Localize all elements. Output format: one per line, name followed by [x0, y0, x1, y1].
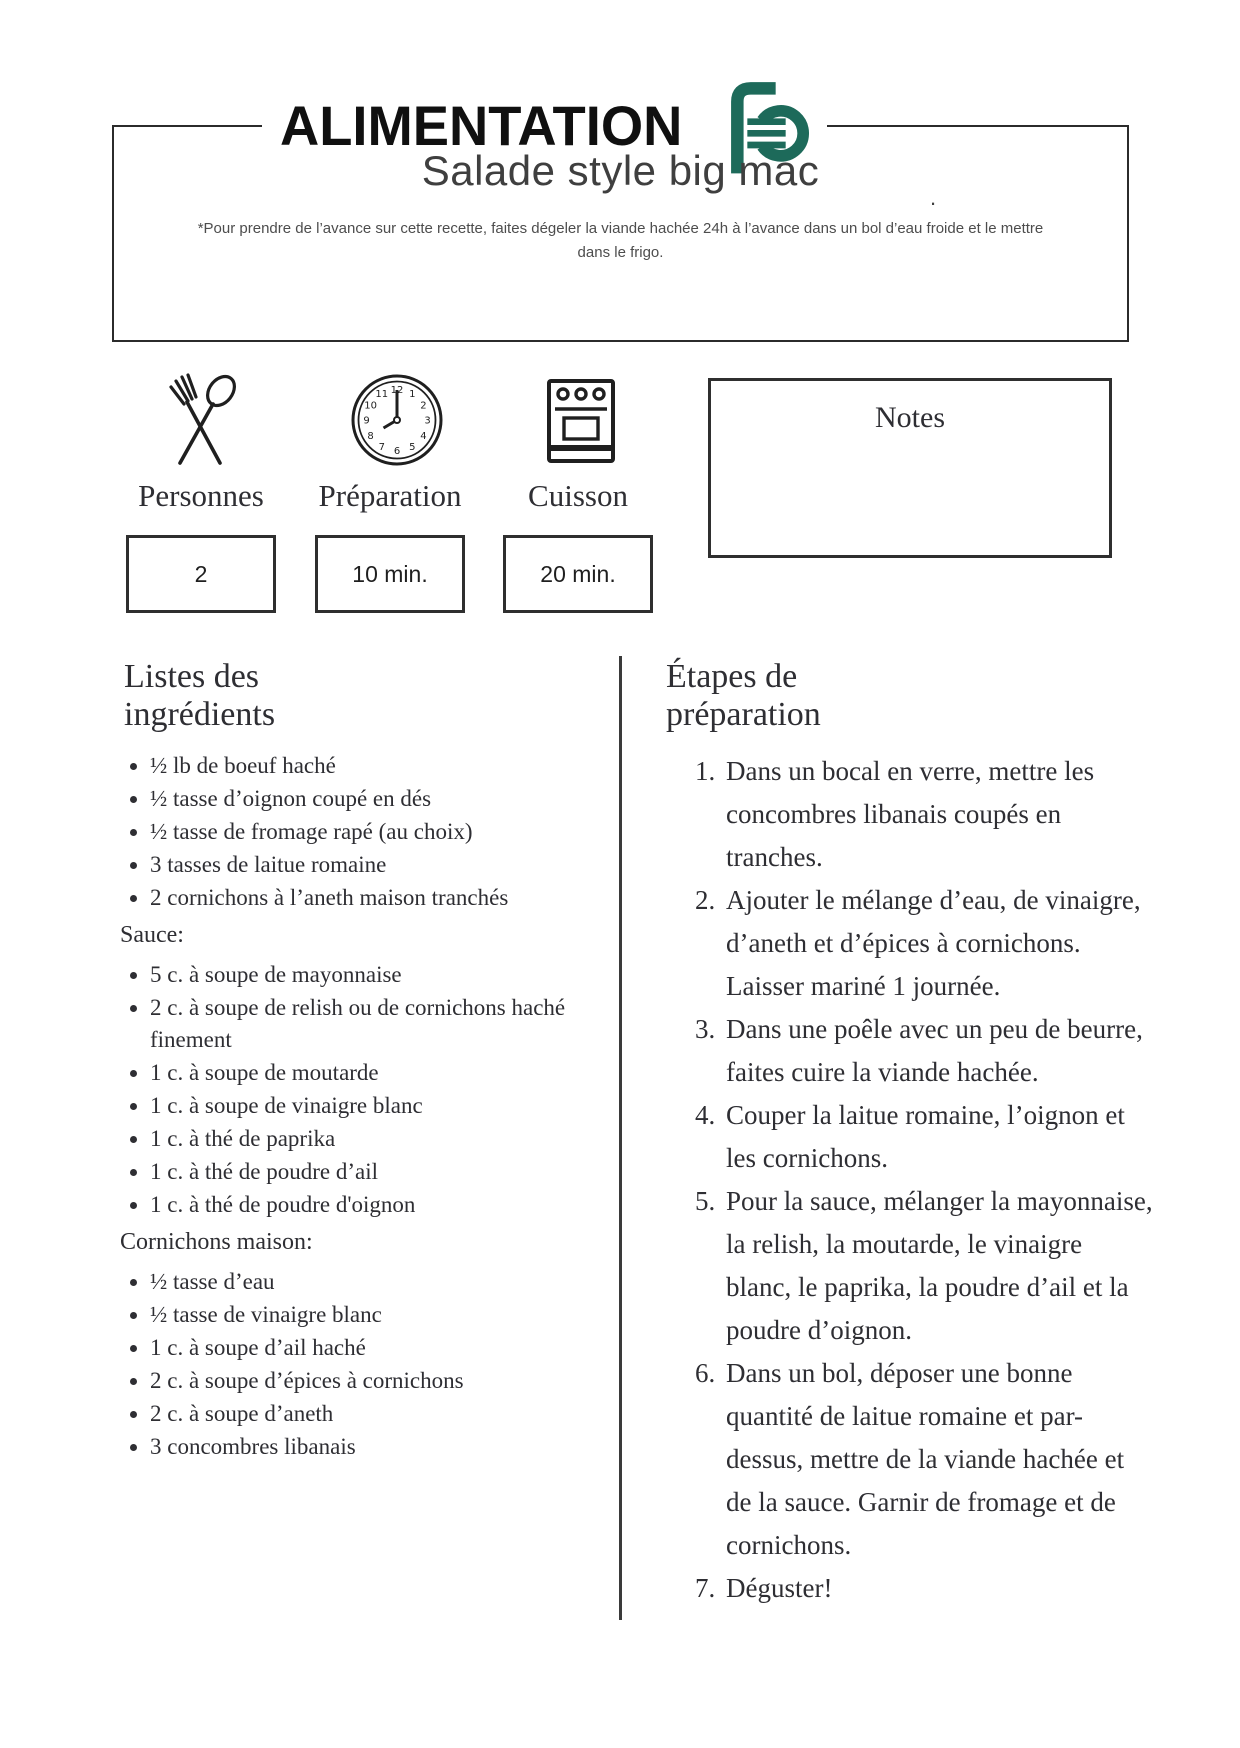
steps-heading [666, 658, 1153, 734]
info-label-preparation: Préparation [318, 478, 462, 513]
step-item: Dans une poêle avec un peu de beurre, faites cuire la viande hachée. [726, 1014, 1143, 1088]
svg-text:3: 3 [424, 415, 431, 427]
svg-text:2: 2 [420, 400, 427, 412]
ingredient-item: • 1 c. à thé de poudre d’ail [150, 1156, 575, 1188]
ingredient-item: • ½ tasse d’eau [150, 1266, 575, 1298]
steps-section [648, 658, 1153, 1610]
ingredients-heading-line2: ingrédients [124, 696, 276, 734]
steps-heading-line2: préparation [666, 696, 821, 734]
prep-time-value-box [315, 535, 465, 613]
ingredient-item: • 2 c. à soupe de relish ou de cornichons haché finement [150, 992, 575, 1056]
step-item: Ajouter le mélange d’eau, de vinaigre, d’aneth et d’épices à cornichons. Laisser mariné 1 journée. [726, 885, 1141, 1002]
step-item: Pour la sauce, mélanger la mayonnaise, la relish, la moutarde, le vinaigre blanc, le paprika, la poudre d’ail et la poudre d’oignon. [726, 1186, 1153, 1346]
svg-text:12: 12 [390, 385, 404, 396]
ingredient-item: • 1 c. à soupe d’ail haché [150, 1332, 575, 1364]
brand-name: ALIMENTATION [280, 93, 683, 157]
svg-text:5: 5 [409, 441, 416, 453]
header-box [112, 93, 1129, 342]
svg-text:4: 4 [420, 430, 427, 442]
svg-text:11: 11 [375, 389, 389, 401]
svg-text:8: 8 [367, 430, 374, 442]
sauce-ingredients-list [106, 959, 586, 1221]
prep-time-value: 10 min. [352, 560, 428, 587]
notes-box [708, 378, 1112, 558]
info-label-personnes: Personnes [138, 478, 264, 513]
ingredient-item: • 2 c. à soupe d’aneth [150, 1398, 575, 1430]
step-item: Couper la laitue romaine, l’oignon et les cornichons. [726, 1100, 1125, 1174]
ingredient-item: • 1 c. à soupe de vinaigre blanc [150, 1090, 575, 1122]
svg-text:1: 1 [409, 389, 416, 401]
steps-heading-line1: Étapes de [666, 658, 798, 695]
ingredients-section [106, 658, 586, 1464]
ingredient-item: • 3 tasses de laitue romaine [150, 849, 575, 881]
info-label-cuisson: Cuisson [528, 478, 628, 513]
pickles-ingredients-list [106, 1266, 586, 1463]
ingredient-item: • 3 concombres libanais [150, 1431, 575, 1463]
ingredients-heading [124, 658, 586, 734]
recipe-title: Salade style big mac [421, 147, 820, 194]
svg-text:9: 9 [363, 415, 370, 427]
servings-value-box [126, 535, 276, 613]
servings-value: 2 [194, 560, 208, 587]
sauce-subheading: Sauce: [120, 922, 184, 949]
column-divider [619, 656, 622, 1620]
ingredients-heading-line1: Listes des [124, 658, 260, 695]
cook-time-value: 20 min. [540, 560, 616, 587]
step-item: Déguster! [726, 1573, 833, 1604]
ingredient-item: • ½ tasse de vinaigre blanc [150, 1299, 575, 1331]
ingredient-item: • 2 c. à soupe d’épices à cornichons [150, 1365, 575, 1397]
clock-icon [350, 373, 444, 467]
ingredients-main-list [106, 750, 586, 914]
pickles-subheading: Cornichons maison: [120, 1229, 313, 1256]
ingredient-item: • ½ tasse d’oignon coupé en dés [150, 783, 575, 815]
ingredient-item: • 5 c. à soupe de mayonnaise [150, 959, 575, 991]
svg-text:10: 10 [364, 400, 377, 412]
ingredient-item: • ½ tasse de fromage rapé (au choix) [150, 816, 575, 848]
step-item: Dans un bocal en verre, mettre les concombres libanais coupés en tranches. [726, 756, 1095, 873]
ingredient-item: • 1 c. à thé de poudre d'oignon [150, 1189, 575, 1221]
recipe-note: *Pour prendre de l’avance sur cette recette, faites dégeler la viande hachée 24h à l’avance dans un bol d’eau froide et le mettre dans le frigo. [197, 220, 1044, 261]
svg-text:6: 6 [393, 446, 401, 457]
ingredient-item: • 2 cornichons à l’aneth maison tranchés [150, 882, 575, 914]
step-item: Dans un bol, déposer une bonne quantité de laitue romaine et par-dessus, mettre de la viande hachée et de la sauce. Garnir de fromage et de cornichons. [726, 1358, 1125, 1561]
ingredient-item: • 1 c. à thé de paprika [150, 1123, 575, 1155]
svg-text:7: 7 [378, 441, 385, 453]
cutlery-icon [163, 373, 243, 468]
notes-title: Notes [875, 401, 945, 434]
title-stray-dot: . [930, 185, 937, 210]
cook-time-value-box [503, 535, 653, 613]
ingredient-item: • ½ lb de boeuf haché [150, 750, 575, 782]
oven-icon [546, 378, 616, 464]
steps-list [648, 750, 1153, 1610]
ingredient-item: • 1 c. à soupe de moutarde [150, 1057, 575, 1089]
